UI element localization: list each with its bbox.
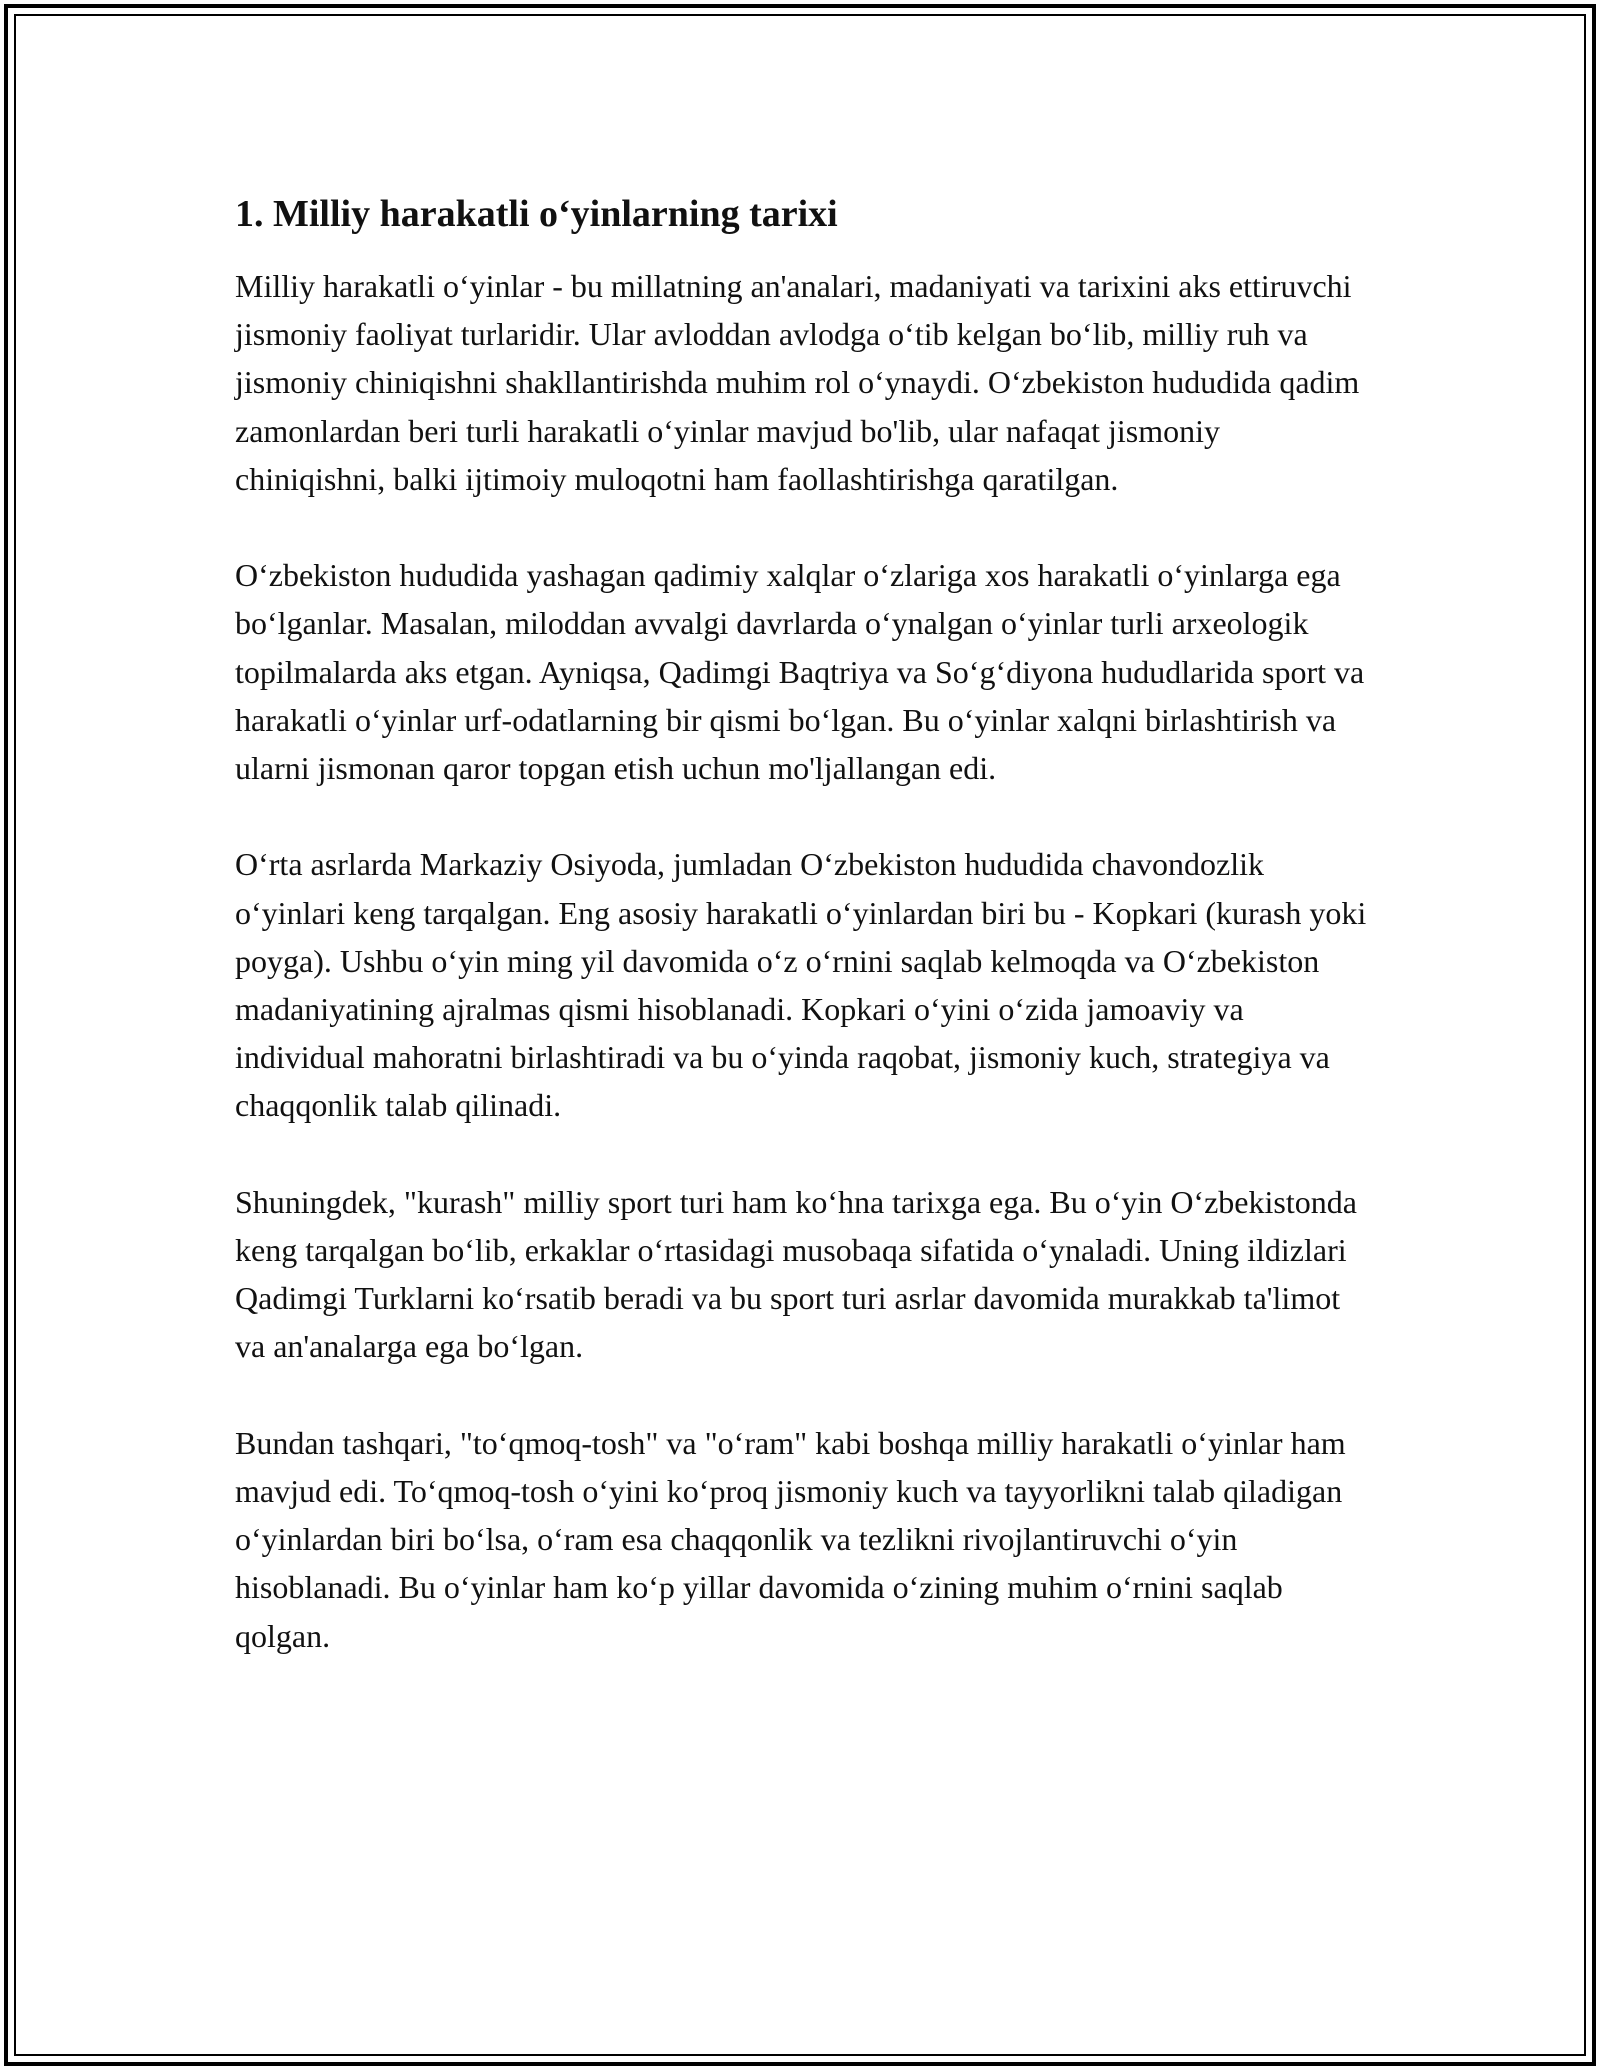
paragraph-4: Shuningdek, "kurash" milliy sport turi ham ko‘hna tarixga ega. Bu o‘yin O‘zbekistonda keng tarqalgan bo‘lib, erkaklar o‘rtasidagi musobaqa sifatida o‘ynaladi. Uning ildizlari Qadimgi Turklarni ko‘rsatib beradi va bu sport turi asrlar davomida murakkab ta'limot va an'analarga ega bo‘lgan. xyxy=(235,1183,1357,1365)
document-body xyxy=(235,188,1375,1708)
paragraph-3: O‘rta asrlarda Markaziy Osiyoda, jumladan O‘zbekiston hududida chavondozlik o‘yinlari keng tarqalgan. Eng asosiy harakatli o‘yinlardan biri bu - Kopkari (kurash yoki poyga). Ushbu o‘yin ming yil davomida o‘z o‘rnini saqlab kelmoqda va O‘zbekiston madaniyatining ajralmas qismi hisoblanadi. Kopkari o‘yini o‘zida jamoaviy va individual mahoratni birlashtiradi va bu o‘yinda raqobat, jismoniy kuch, strategiya va chaqqonlik talab qilinadi. xyxy=(235,846,1367,1124)
paragraph-2: O‘zbekiston hududida yashagan qadimiy xalqlar o‘zlariga xos harakatli o‘yinlarga ega bo‘lganlar. Masalan, miloddan avvalgi davrlarda o‘ynalgan o‘yinlar turli arxeologik topilmalarda aks etgan. Ayniqsa, Qadimgi Baqtriya va So‘g‘diyona hududlarida sport va harakatli o‘yinlar urf-odatlarning bir qismi bo‘lgan. Bu o‘yinlar xalqni birlashtirish va ularni jismonan qaror topgan etish uchun mo'ljallangan edi. xyxy=(235,557,1365,787)
paragraph-1: Milliy harakatli o‘yinlar - bu millatning an'analari, madaniyati va tarixini aks ettiruvchi jismoniy faoliyat turlaridir. Ular avloddan avlodga o‘tib kelgan bo‘lib, milliy ruh va jismoniy chiniqishni shakllantirishda muhim rol o‘ynaydi. O‘zbekiston hududida qadim zamonlardan beri turli harakatli o‘yinlar mavjud bo'lib, ular nafaqat jismoniy chiniqishni, balki ijtimoiy muloqotni ham faollashtirishga qaratilgan. xyxy=(235,268,1360,497)
paragraph-5: Bundan tashqari, "to‘qmoq-tosh" va "o‘ram" kabi boshqa milliy harakatli o‘yinlar ham mavjud edi. To‘qmoq-tosh o‘yini ko‘proq jismoniy kuch va tayyorlikni talab qiladigan o‘yinlardan biri bo‘lsa, o‘ram esa chaqqonlik va tezlikni rivojlantiruvchi o‘yin hisoblanadi. Bu o‘yinlar ham ko‘p yillar davomida o‘zining muhim o‘rnini saqlab qolgan. xyxy=(235,1424,1346,1654)
section-title: 1. Milliy harakatli o‘yinlarning tarixi xyxy=(235,193,838,235)
